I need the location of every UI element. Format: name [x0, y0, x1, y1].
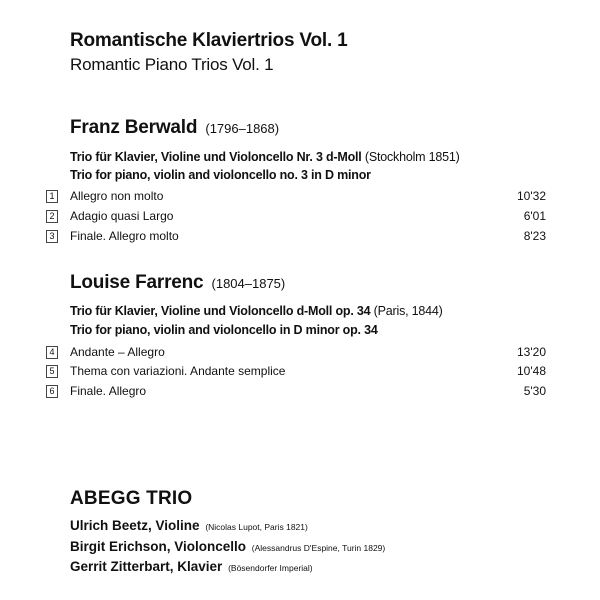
performer-name: Birgit Erichson, Violoncello: [70, 539, 247, 554]
performer-name: Ulrich Beetz, Violine: [70, 518, 200, 533]
performer-instrument: (Bösendorfer Imperial): [228, 563, 313, 573]
work-place: (Paris, 1844): [373, 304, 443, 318]
work-title-de-text: Trio für Klavier, Violine und Violoncello Nr. 3 d-Moll: [70, 150, 362, 164]
composer-years: (1796–1868): [205, 121, 280, 136]
performer-name: Gerrit Zitterbart, Klavier: [70, 559, 223, 574]
album-title-german: Romantische Klaviertrios Vol. 1: [70, 30, 348, 51]
ensemble-name: ABEGG TRIO: [70, 488, 193, 509]
track-duration: 6'01: [523, 209, 546, 223]
track-number: 1: [46, 190, 58, 203]
track-number: 3: [46, 230, 58, 243]
work-title-de-text: Trio für Klavier, Violine und Violoncello d-Moll op. 34: [70, 304, 371, 318]
track-title: Thema con variazioni. Andante semplice: [70, 364, 286, 378]
composer-name: Franz Berwald: [70, 117, 198, 138]
composer-heading: [70, 117, 279, 139]
track-row: [46, 364, 546, 382]
composer-years: (1804–1875): [211, 276, 286, 291]
track-row: [46, 209, 546, 227]
track-duration: 5'30: [523, 384, 546, 398]
performer-instrument: (Alessandrus D'Espine, Turin 1829): [251, 543, 386, 553]
track-duration: 13'20: [517, 345, 546, 359]
work-title-german: [70, 150, 460, 164]
performer-line: [70, 518, 308, 533]
work-title-german: [70, 304, 443, 318]
track-row: [46, 189, 546, 207]
track-title: Andante – Allegro: [70, 345, 165, 359]
track-title: Allegro non molto: [70, 189, 164, 203]
track-number: 5: [46, 365, 58, 378]
composer-name: Louise Farrenc: [70, 272, 204, 293]
track-title: Adagio quasi Largo: [70, 209, 174, 223]
track-duration: 10'32: [517, 189, 546, 203]
track-duration: 10'48: [517, 364, 546, 378]
work-title-english: Trio for piano, violin and violoncello in D minor op. 34: [70, 323, 378, 337]
work-title-english: Trio for piano, violin and violoncello no. 3 in D minor: [70, 168, 371, 182]
performer-line: [70, 559, 313, 574]
track-row: [46, 345, 546, 363]
track-duration: 8'23: [523, 229, 546, 243]
performer-line: [70, 539, 385, 554]
track-number: 6: [46, 385, 58, 398]
track-row: [46, 229, 546, 247]
track-title: Finale. Allegro molto: [70, 229, 179, 243]
performer-instrument: (Nicolas Lupot, Paris 1821): [205, 522, 308, 532]
track-title: Finale. Allegro: [70, 384, 147, 398]
track-row: [46, 384, 546, 402]
work-place: (Stockholm 1851): [364, 150, 460, 164]
track-number: 4: [46, 346, 58, 359]
composer-heading: [70, 272, 285, 294]
album-title-english: Romantic Piano Trios Vol. 1: [70, 55, 274, 74]
track-number: 2: [46, 210, 58, 223]
